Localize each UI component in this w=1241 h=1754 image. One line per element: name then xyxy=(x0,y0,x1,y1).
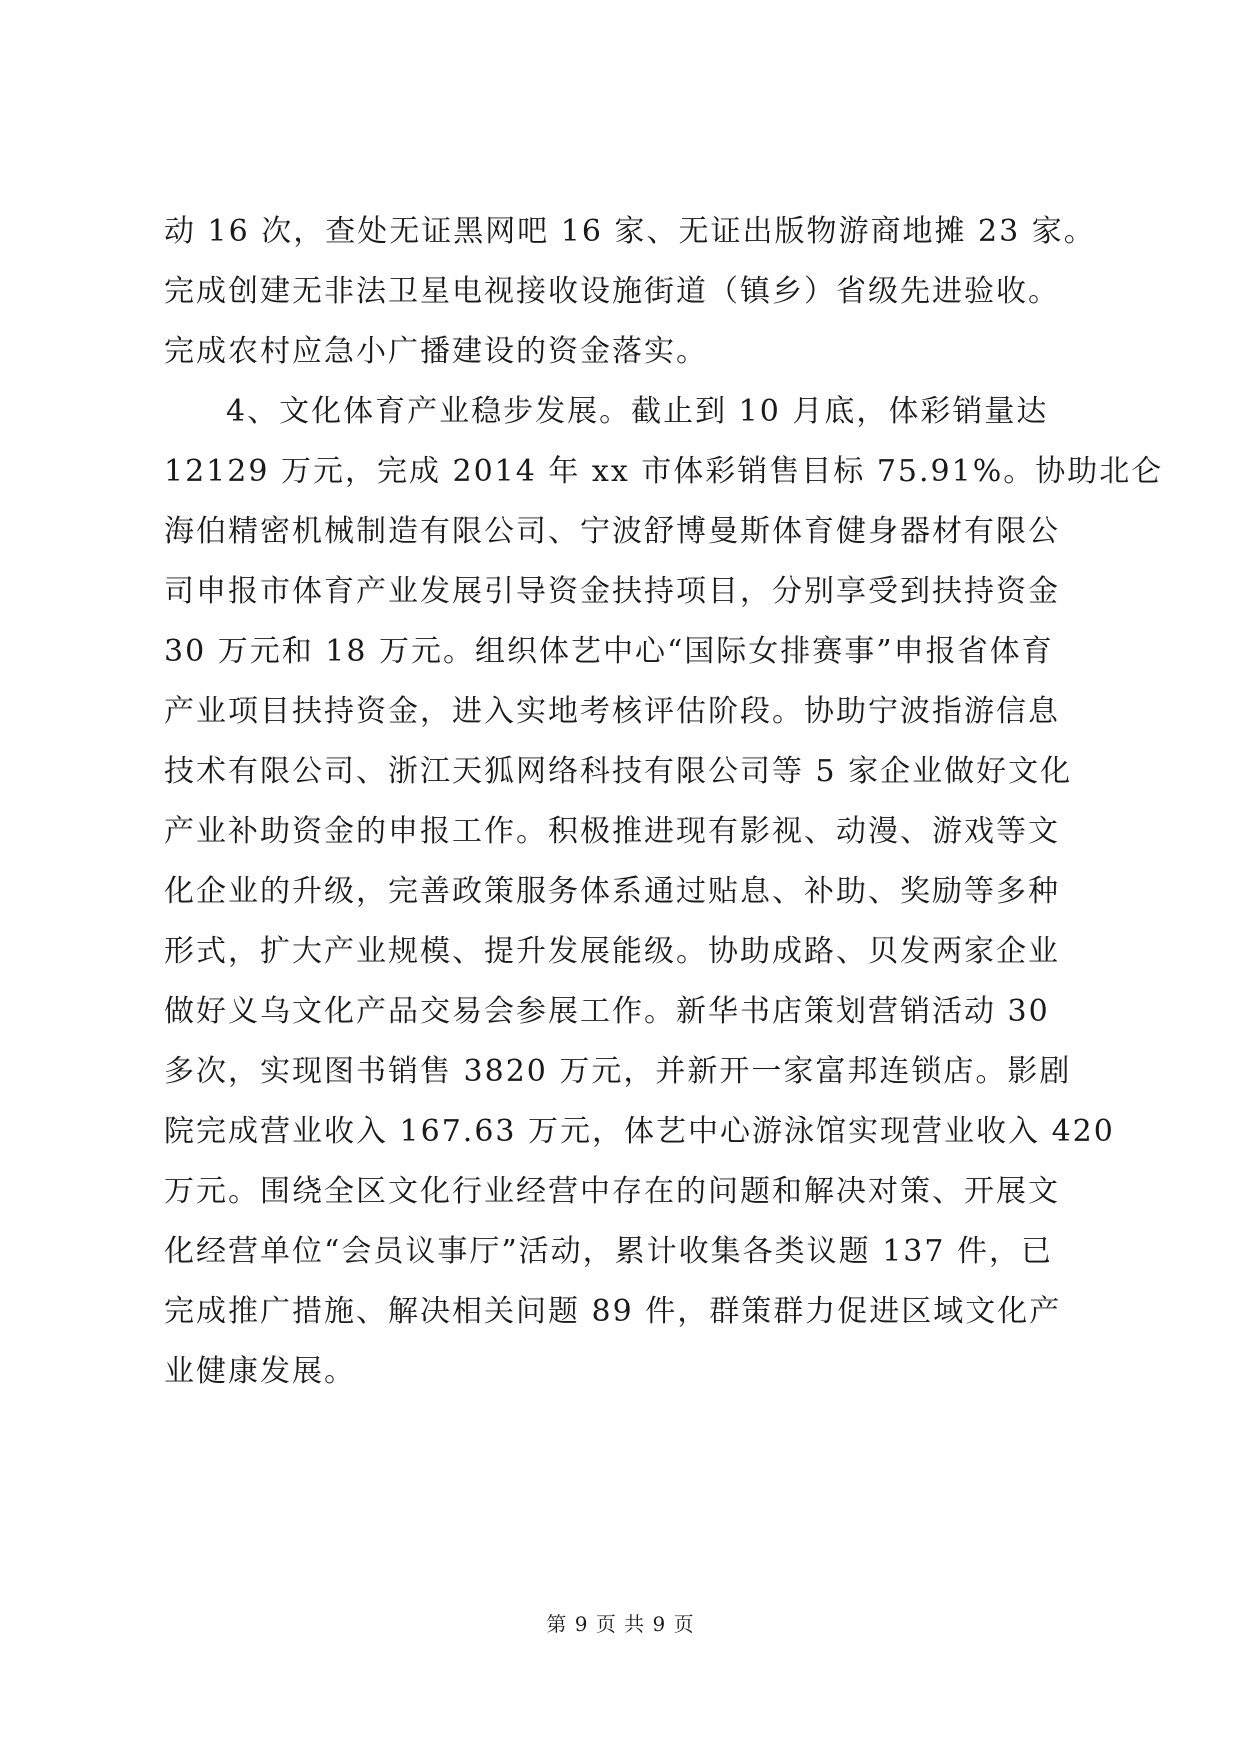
body-text-line: 多次，实现图书销售 3820 万元，并新开一家富邦连锁店。影剧 xyxy=(164,1054,1072,1089)
body-text-line: 产业补助资金的申报工作。积极推进现有影视、动漫、游戏等文 xyxy=(164,814,1060,849)
body-text-line: 海伯精密机械制造有限公司、宁波舒博曼斯体育健身器材有限公 xyxy=(164,514,1060,549)
body-text-line: 产业项目扶持资金，进入实地考核评估阶段。协助宁波指游信息 xyxy=(164,694,1060,729)
body-text-line: 院完成营业收入 167.63 万元，体艺中心游泳馆实现营业收入 420 xyxy=(164,1114,1115,1149)
paragraph-first-line: 4、文化体育产业稳步发展。截止到 10 月底，体彩销量达 xyxy=(226,394,1049,429)
page-number-footer: 第 9 页 共 9 页 xyxy=(546,1612,695,1636)
body-text-line: 做好义乌文化产品交易会参展工作。新华书店策划营销活动 30 xyxy=(164,994,1050,1029)
body-text-line: 形式，扩大产业规模、提升发展能级。协助成路、贝发两家企业 xyxy=(164,934,1060,969)
body-text-line: 万元。围绕全区文化行业经营中存在的问题和解决对策、开展文 xyxy=(164,1174,1060,1209)
body-text-line: 化经营单位“会员议事厅”活动，累计收集各类议题 137 件，已 xyxy=(164,1234,1054,1269)
body-text-line: 30 万元和 18 万元。组织体艺中心“国际女排赛事”申报省体育 xyxy=(164,634,1054,669)
body-text-line: 动 16 次，查处无证黑网吧 16 家、无证出版物游商地摊 23 家。 xyxy=(164,214,1096,249)
body-text-line: 完成创建无非法卫星电视接收设施街道（镇乡）省级先进验收。 xyxy=(164,274,1060,309)
body-text-line: 化企业的升级，完善政策服务体系通过贴息、补助、奖励等多种 xyxy=(164,874,1060,909)
body-text-line: 完成推广措施、解决相关问题 89 件，群策群力促进区域文化产 xyxy=(164,1294,1062,1329)
body-text-line: 业健康发展。 xyxy=(164,1354,356,1389)
body-text-line: 技术有限公司、浙江天狐网络科技有限公司等 5 家企业做好文化 xyxy=(164,754,1073,789)
body-text-line: 司申报市体育产业发展引导资金扶持项目，分别享受到扶持资金 xyxy=(164,574,1060,609)
body-text-line: 完成农村应急小广播建设的资金落实。 xyxy=(164,334,708,369)
body-text-line: 12129 万元，完成 2014 年 xx 市体彩销售目标 75.91%。协助北仑 xyxy=(164,454,1164,489)
